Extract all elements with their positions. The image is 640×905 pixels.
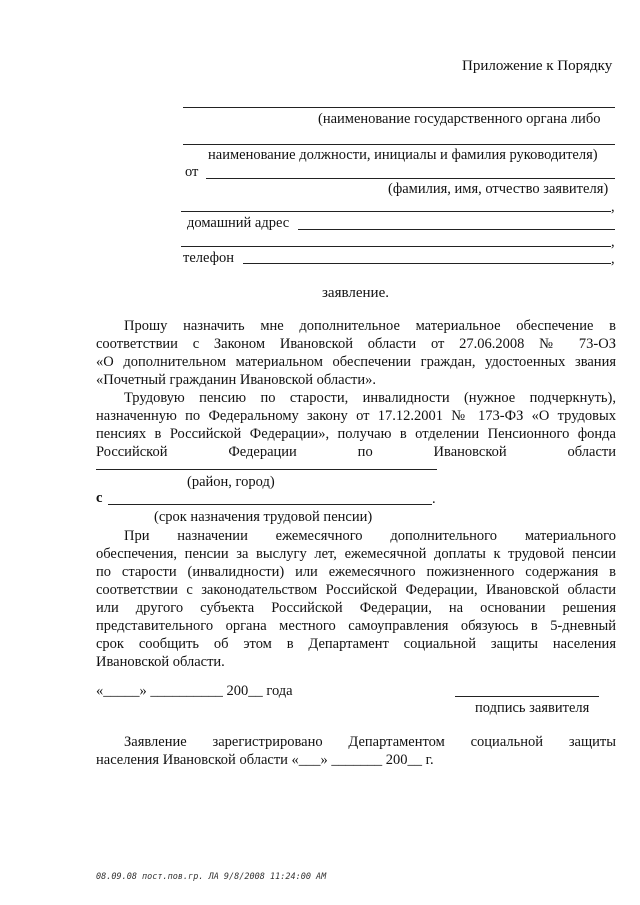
comma: , [611,234,615,250]
paragraph-3-line: по старости (инвалидности) или ежемесячного пожизненного содержания в [96,564,616,580]
blank-line-applicant-2[interactable] [181,211,611,212]
document-title: заявление. [322,285,389,301]
paragraph-2-line: Трудовую пенсию по старости, инвалидности (нужное подчеркнуть), [124,390,616,406]
home-address-field[interactable] [298,229,615,230]
since-field[interactable] [108,504,432,505]
paragraph-3-line: соответствии с законодательством Российской Федерации, Ивановской области [96,582,616,598]
since-period: . [432,491,436,507]
paragraph-2-line: пенсиях в Российской Федерации», получаю в отделении Пенсионного фонда [96,426,616,442]
home-address-field-2[interactable] [181,246,611,247]
paragraph-1-line: Прошу назначить мне дополнительное материальное обеспечение в [124,318,616,334]
paragraph-2-line: Российской Федерации по Ивановской области [96,444,616,460]
caption-org: (наименование государственного органа либо [318,111,601,127]
since-label: с [96,490,103,506]
home-address-label: домашний адрес [187,215,290,231]
paragraph-1-line: «О дополнительном материальном обеспечении граждан, удостоенных звания [96,354,616,370]
paragraph-3-line: представительного органа местного самоуправления обязуюсь в 5-дневный [96,618,616,634]
registration-line: населения Ивановской области «___» _______ 200__ г. [96,752,434,768]
district-field[interactable] [96,469,437,470]
phone-label: телефон [183,250,235,266]
paragraph-3-line: обеспечения, пенсии за выслугу лет, ежемесячной доплаты к трудовой пенсии [96,546,616,562]
blank-line-head[interactable] [183,144,615,145]
paragraph-3-line: При назначении ежемесячного дополнительного материального [124,528,616,544]
paragraph-1-line: «Почетный гражданин Ивановской области». [96,372,376,388]
paragraph-3-line: Ивановской области. [96,654,225,670]
paragraph-3-line: или другого субъекта Российской Федерации, на основании решения [96,600,616,616]
signature-field[interactable] [455,696,599,697]
caption-signature: подпись заявителя [475,700,590,716]
paragraph-1-line: соответствии с Законом Ивановской области от 27.06.2008 № 73-ОЗ [96,336,616,352]
footer-stamp: 08.09.08 пост.пов.гр. ЛА 9/8/2008 11:24:00 AM [96,872,327,882]
paragraph-3-line: срок сообщить об этом в Департамент социальной защиты населения [96,636,616,652]
paragraph-2-line: назначенную по Федеральному закону от 17.12.2001 № 173-ФЗ «О трудовых [96,408,616,424]
from-label: от [185,164,199,180]
phone-field[interactable] [243,263,611,264]
caption-term: (срок назначения трудовой пенсии) [154,509,373,525]
appendix-heading: Приложение к Порядку [462,58,613,74]
comma: , [611,251,615,267]
blank-line-org[interactable] [183,107,615,108]
caption-district: (район, город) [187,474,275,490]
comma: , [611,199,615,215]
caption-applicant: (фамилия, имя, отчество заявителя) [388,181,609,197]
registration-line: Заявление зарегистрировано Департаментом социальной защиты [124,734,616,750]
date-line[interactable]: «_____» __________ 200__ года [96,683,293,699]
caption-head: наименование должности, инициалы и фамилия руководителя) [208,147,598,163]
blank-line-applicant[interactable] [206,178,615,179]
